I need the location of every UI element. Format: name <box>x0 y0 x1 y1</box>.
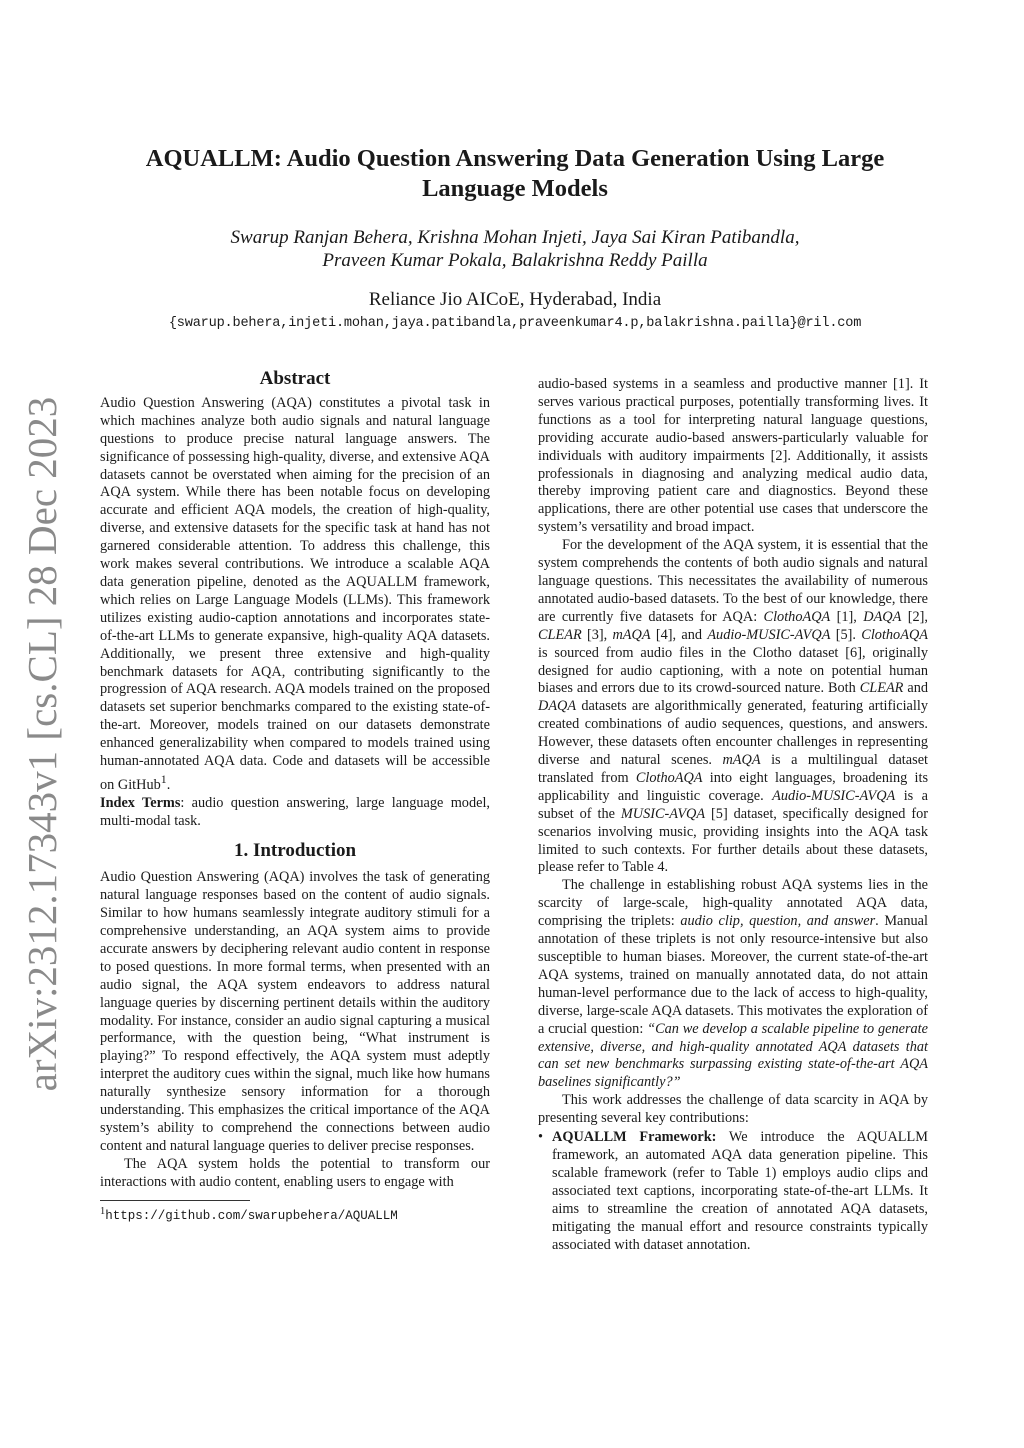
abstract-heading: Abstract <box>259 368 331 389</box>
github-link[interactable]: https://github.com/swarupbehera/AQUALLM <box>105 1208 398 1223</box>
left-column <box>100 370 490 1224</box>
author-emails: {swarup.behera,injeti.mohan,jaya.patibandla,praveenkumar4.p,balakrishna.pailla}@ril.com <box>168 316 862 331</box>
author-list <box>100 226 930 272</box>
right-column <box>538 376 928 1254</box>
authors-line-2: Praveen Kumar Pokala, Balakrishna Reddy Pailla <box>322 250 708 271</box>
challenge-paragraph: The challenge in establishing robust AQA systems lies in the scarcity of large-scale, high-quality annotated AQA data, comprising the triplets: audio clip, question, and answer. Manual annotation of these triplets is not only resource-intensive but also susceptible to human biases. Moreover, the current state-of-the-art AQA systems, trained on manually annotated data, do not attain human-level performance due to the lack of access to high-quality, diverse, large-scale AQA datasets. This motivates the exploration of a crucial question: “Can we develop a scalable pipeline to generate extensive, diverse, and high-quality annotated AQA datasets that can set new benchmarks surpassing existing state-of-the-art AQA baselines significantly?” <box>538 877 929 1091</box>
footnote: $^1$https://github.com/swarupbehera/AQUALLM <box>100 1205 398 1223</box>
intro-paragraph-2: The AQA system holds the potential to transform our interactions with audio content, enabling users to engage with <box>100 1155 490 1190</box>
index-terms: Index Terms: audio question answering, large language model, multi-modal task. <box>100 794 490 829</box>
arxiv-identifier: arXiv:2312.17343v1 [cs.CL] 28 Dec 2023 <box>19 396 65 1092</box>
footnote-mark: 1 <box>160 771 167 786</box>
right-paragraph-1: audio-based systems in a seamless and productive manner [1]. It serves various practical purposes, potentially transforming lives. It functions as a tool for interpreting natural language questions, providing accurate audio-based answers-particularly valuable for individuals with auditory impairments [2]. Additionally, it assists professionals in diagnosing and analyzing medical audio data, thereby improving patient care and diagnostics. Beyond these applications, there are other potential use cases that underscore the system’s versatility and broad impact. <box>538 376 928 536</box>
introduction-heading: 1. Introduction <box>233 840 357 862</box>
bullet-icon: • <box>538 1129 544 1146</box>
affiliation: Reliance Jio AICoE, Hyderabad, India <box>368 289 662 310</box>
footnote-rule <box>100 1200 250 1201</box>
authors-line-1: Swarup Ranjan Behera, Krishna Mohan Injeti, Jaya Sai Kiran Patibandla, <box>230 227 800 248</box>
contributions-intro: This work addresses the challenge of data scarcity in AQA by presenting several key contributions: <box>538 1092 928 1127</box>
contribution-bullet <box>538 1129 928 1254</box>
datasets-paragraph: For the development of the AQA system, it is essential that the system comprehends the contents of both audio signals and natural language questions. This necessitates the availability of numerous annotated audio-based datasets. To the best of our knowledge, there are currently five datasets for AQA: ClothoAQA [1], DAQA [2], CLEAR [3], mAQA [4], and Audio-MUSIC-AVQA [5]. ClothoAQA is sourced from audio files in the Clotho dataset [6], originally designed for audio captioning, with a note on potential human biases and errors due to its crowd-sourced nature. Both CLEAR and DAQA datasets are algorithmically generated, featuring artificially created combinations of audio sequences, questions, and answers. However, these datasets often encounter challenges in representing diverse and natural scenes. mAQA is a multilingual dataset translated from ClothoAQA into eight languages, broadening its applicability and linguistic coverage. Audio-MUSIC-AVQA is a subset of the MUSIC-AVQA [5] dataset, specifically designed for scenarios involving music, providing insights into the AQA task limited to such contexts. For further details about these datasets, please refer to Table 4. <box>538 537 929 876</box>
bullet-text: AQUALLM Framework: We introduce the AQUALLM framework, an automated AQA data generation pipeline. This scalable framework (refer to Table 1) employs audio clips and associated text captions, incorporating state-of-the-art LLMs. It aims to streamline the creation of annotated AQA datasets, mitigating the manual effort and resource constraints typically associated with dataset annotation. <box>552 1129 928 1253</box>
intro-paragraph-1: Audio Question Answering (AQA) involves the task of generating natural language responses based on the content of audio signals. Similar to how humans seamlessly integrate auditory stimuli for a comprehensive understanding, an AQA system aims to provide accurate answers by deciphering relevant audio content in response to posed questions. In more formal terms, when presented with an audio signal, the AQA system endeavors to address natural language queries by discerning pertinent details within the auditory modality. For instance, consider an audio signal capturing a musical performance, with the question being, “What instrument is playing?” To respond effectively, the AQA system must adeptly interpret the auditory cues within the signal, much like how humans naturally synthesize sensory information for a thorough understanding. This emphasizes the critical importance of the AQA system’s ability to comprehend the connections between audio content and natural language queries to deliver precise responses. <box>100 869 490 1154</box>
abstract-text: Audio Question Answering (AQA) constitutes a pivotal task in which machines analyze both audio signals and natural language questions to produce precise natural language answers. The significance of possessing high-quality, diverse, and extensive AQA datasets cannot be overstated when aiming for the precision of an AQA system. While there has been notable focus on developing accurate and efficient AQA models, the creation of high-quality, diverse, and extensive datasets for the specific task at hand has not garnered considerable attention. To address this challenge, this work makes several contributions. We introduce a scalable AQA data generation pipeline, denoted as the AQUALLM framework, which relies on Large Language Models (LLMs). This framework utilizes existing audio-caption annotations and incorporates state-of-the-art LLMs to generate expansive, high-quality AQA datasets. Additionally, we present three extensive and high-quality benchmark datasets for AQA, contributing significantly to the progression of AQA research. AQA models trained on the proposed datasets set superior benchmarks compared to the existing state-of-the-art. Moreover, models trained on our datasets demonstrate enhanced generalizability when compared to models trained using human-annotated AQA data. Code and datasets will be accessible on GitHub$^1$. <box>100 394 490 793</box>
paper-title: AQUALLM: Audio Question Answering Data Generation Using Large Language Models <box>145 145 885 202</box>
